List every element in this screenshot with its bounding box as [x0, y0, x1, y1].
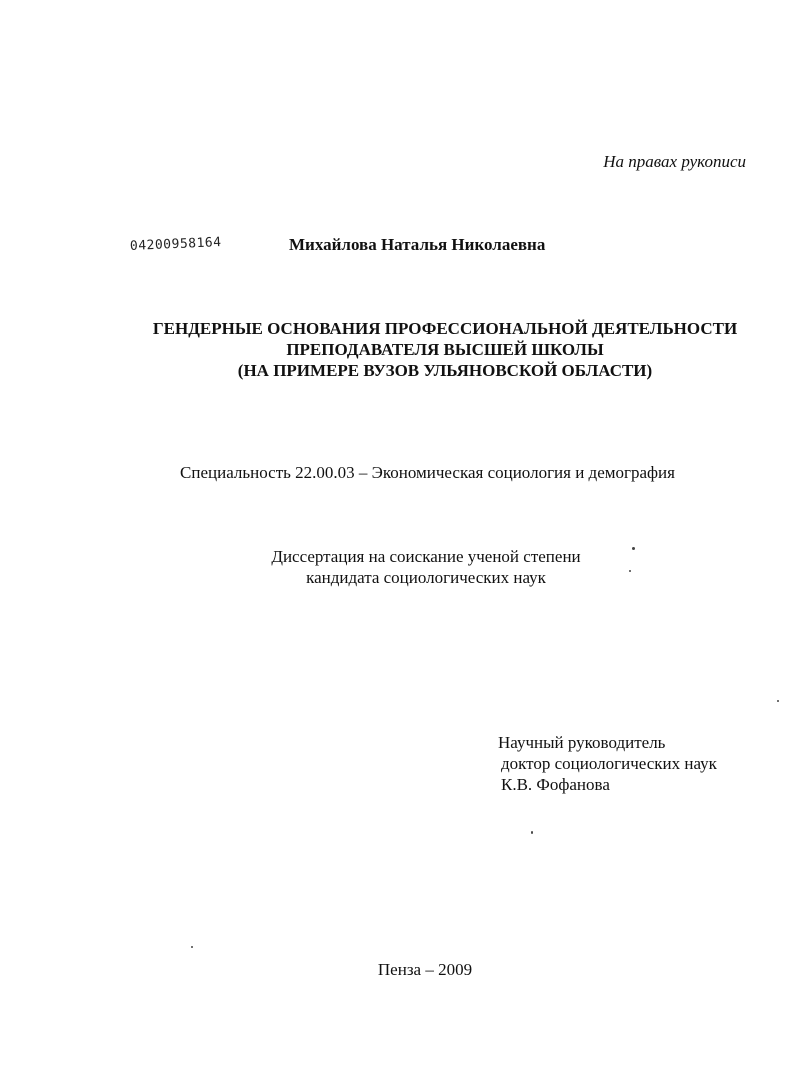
specialty-line: Специальность 22.00.03 – Экономическая социология и демография: [180, 463, 675, 482]
scan-speck: [191, 946, 193, 948]
scan-speck: [629, 570, 631, 572]
catalog-number-stamp: 04200958164: [129, 235, 222, 254]
scan-speck: [531, 831, 533, 834]
advisor-name: К.В. Фофанова: [501, 775, 610, 794]
dissertation-title: [100, 318, 790, 381]
rights-notice: На правах рукописи: [603, 152, 746, 171]
scientific-advisor: [498, 732, 717, 795]
city-year: Пенза – 2009: [377, 960, 473, 979]
advisor-degree: доктор социологических наук: [501, 754, 717, 773]
degree-line: Диссертация на соискание ученой степени: [271, 547, 581, 566]
title-line: ГЕНДЕРНЫЕ ОСНОВАНИЯ ПРОФЕССИОНАЛЬНОЙ ДЕЯТЕЛЬНОСТИ: [152, 319, 738, 338]
title-line: ПРЕПОДАВАТЕЛЯ ВЫСШЕЙ ШКОЛЫ: [286, 340, 604, 359]
title-line: (НА ПРИМЕРЕ ВУЗОВ УЛЬЯНОВСКОЙ ОБЛАСТИ): [237, 361, 653, 380]
scan-speck: [777, 700, 779, 702]
degree-statement: [226, 546, 626, 588]
advisor-role: Научный руководитель: [498, 733, 666, 752]
author-name: Михайлова Наталья Николаевна: [289, 235, 546, 254]
scan-speck: [632, 547, 635, 550]
degree-line: кандидата социологических наук: [306, 568, 546, 587]
